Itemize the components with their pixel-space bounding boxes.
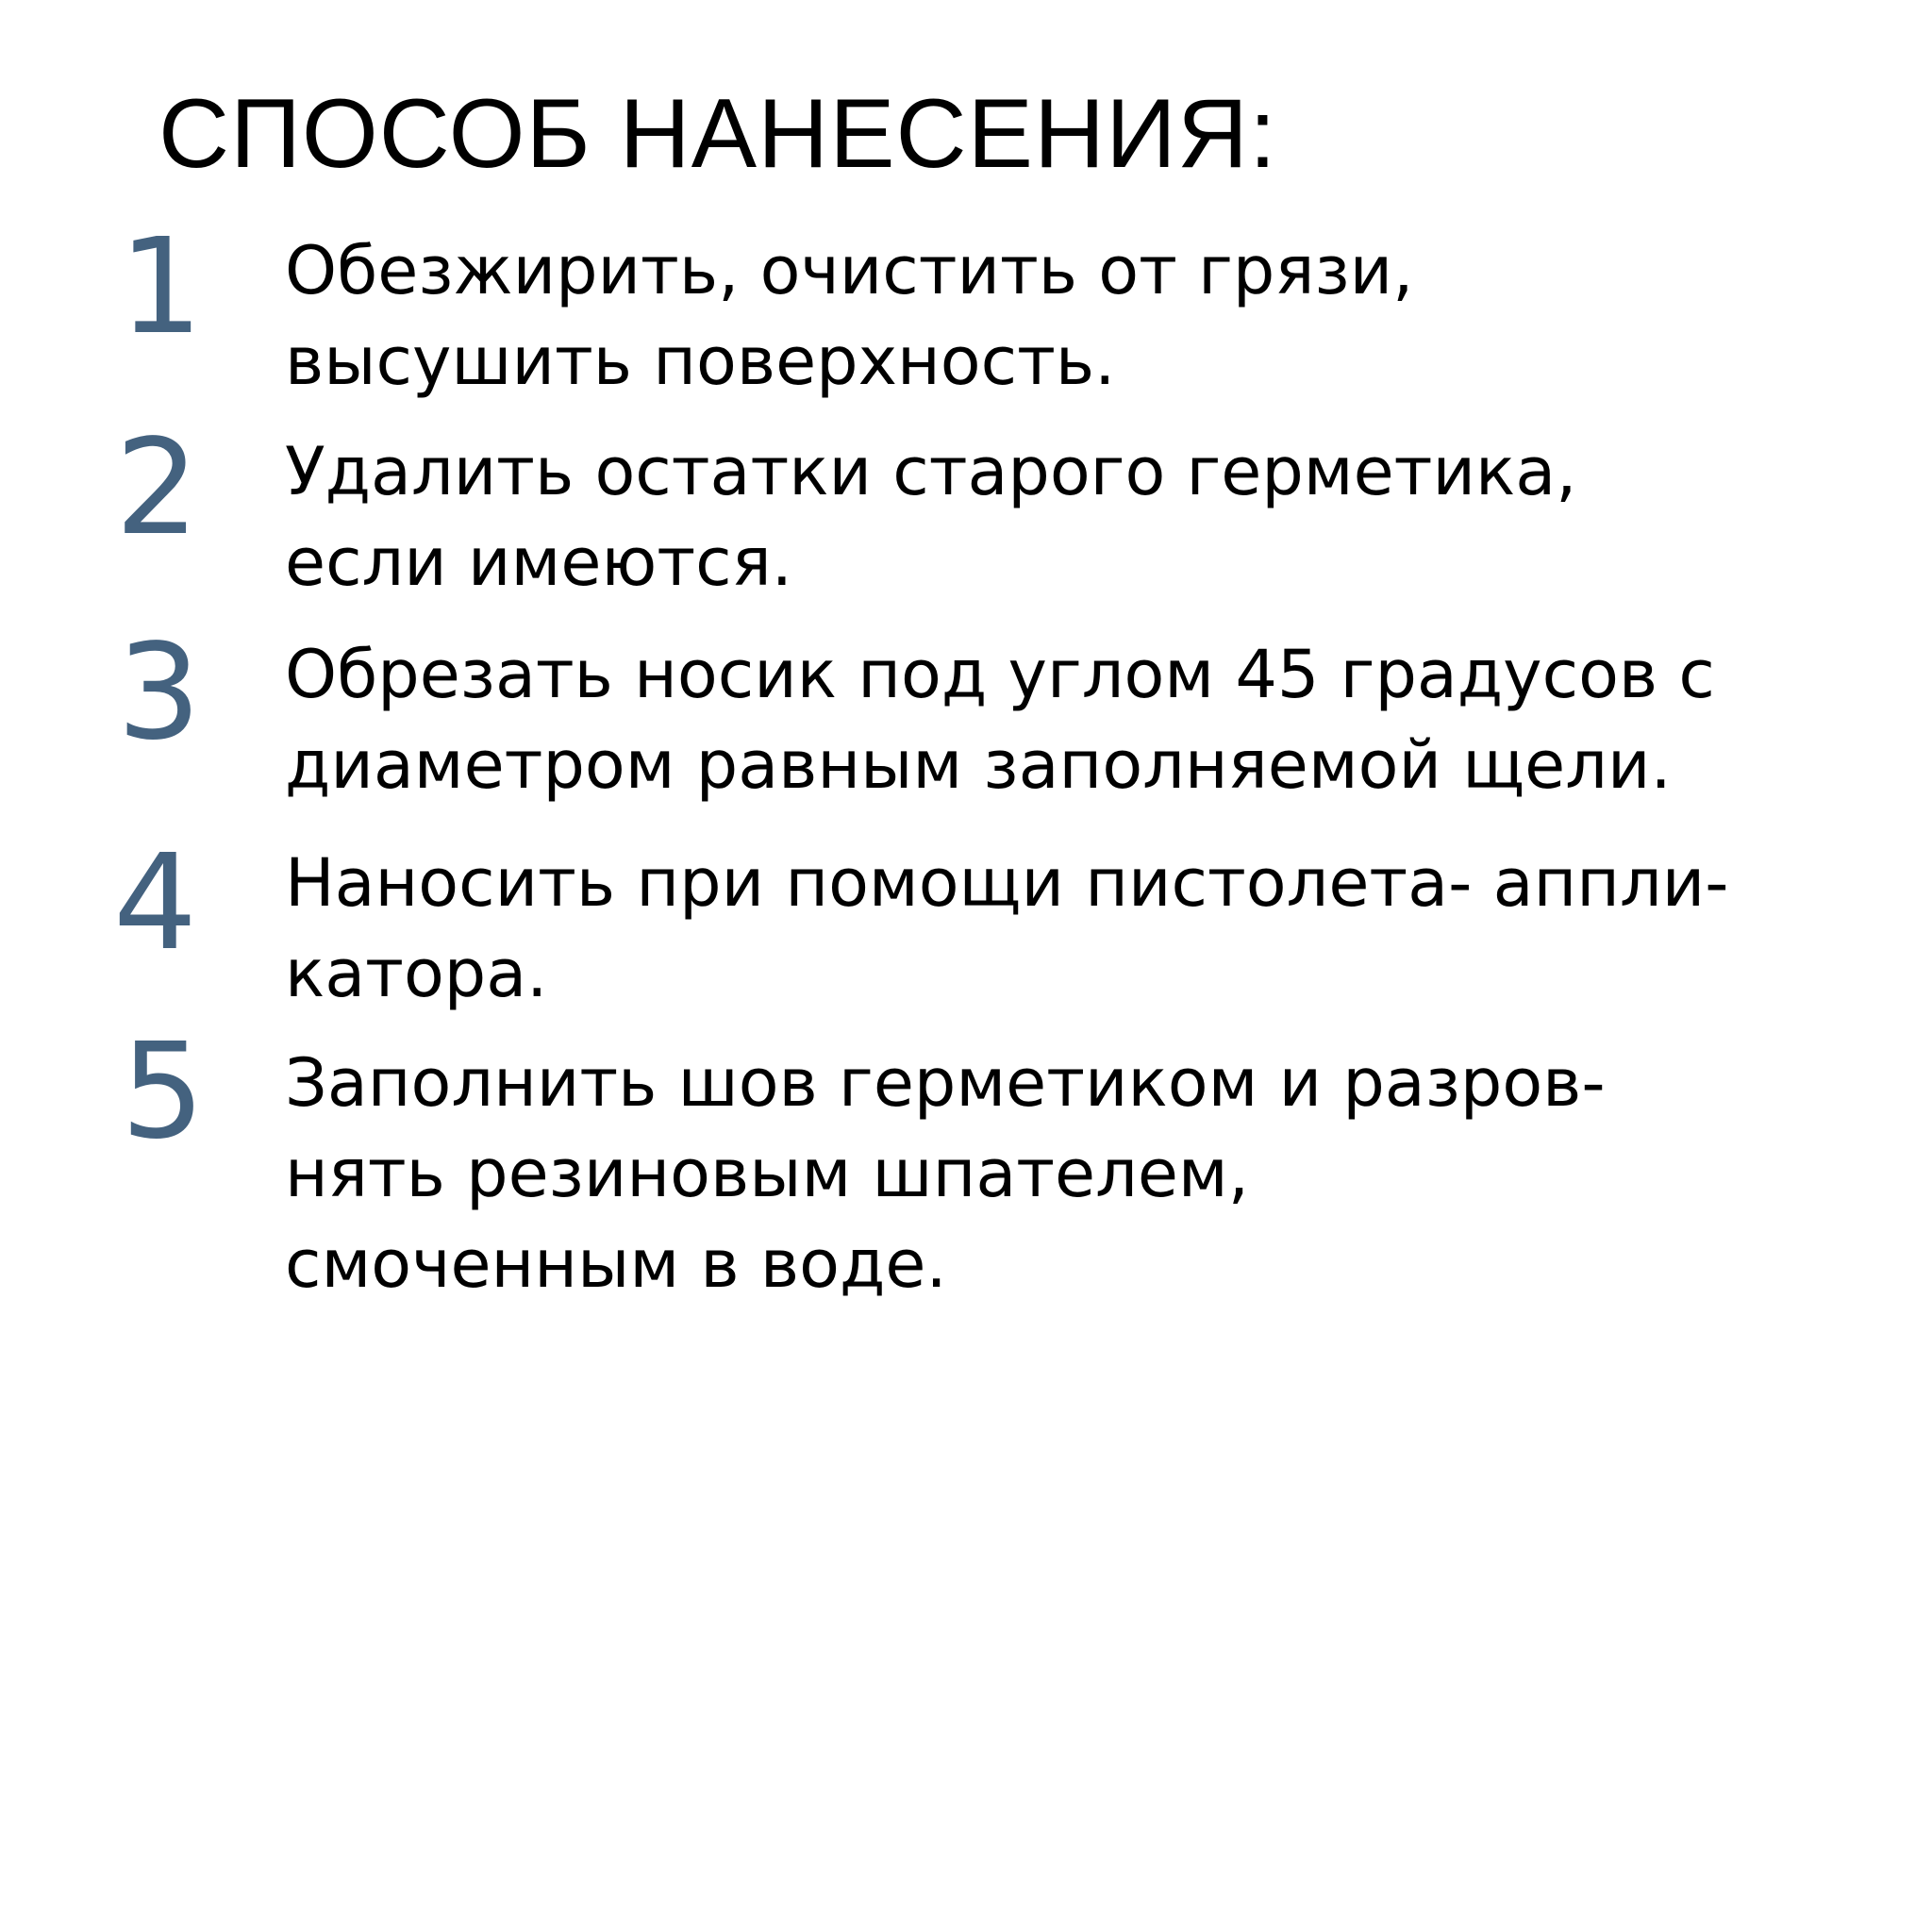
- step-text-line: высушить поверхность.: [285, 323, 1116, 400]
- step-text-line: нять резиновым шпателем,: [285, 1135, 1249, 1212]
- step-text-line: Обрезать носик под углом 45 градусов с: [285, 636, 1715, 713]
- step-text: [285, 426, 1757, 608]
- step-number: 3: [117, 616, 202, 770]
- step-text-line: диаметром равным заполняемой щели.: [285, 726, 1672, 804]
- step-text-line: если имеются.: [285, 524, 792, 601]
- step-text: [285, 1038, 1757, 1309]
- step-text-line: Наносить при помощи пистолета- аппли-: [285, 844, 1729, 922]
- step-text: [285, 838, 1757, 1019]
- step-number: 2: [115, 411, 200, 565]
- step-text-line: смоченным в воде.: [285, 1225, 947, 1303]
- page-title: СПОСОБ НАНЕСЕНИЯ:: [158, 79, 1277, 189]
- step-number: 1: [119, 210, 204, 364]
- step-text-line: катора.: [285, 935, 548, 1012]
- step-text: [285, 225, 1757, 407]
- step-text-line: Удалить остатки старого герметика,: [285, 433, 1577, 510]
- step-text-line: Обезжирить, очистить от грязи,: [285, 232, 1414, 309]
- step-number: 5: [121, 1015, 206, 1169]
- step-number: 4: [113, 826, 198, 980]
- step-text: [285, 629, 1757, 810]
- step-text-line: Заполнить шов герметиком и разров-: [285, 1044, 1606, 1122]
